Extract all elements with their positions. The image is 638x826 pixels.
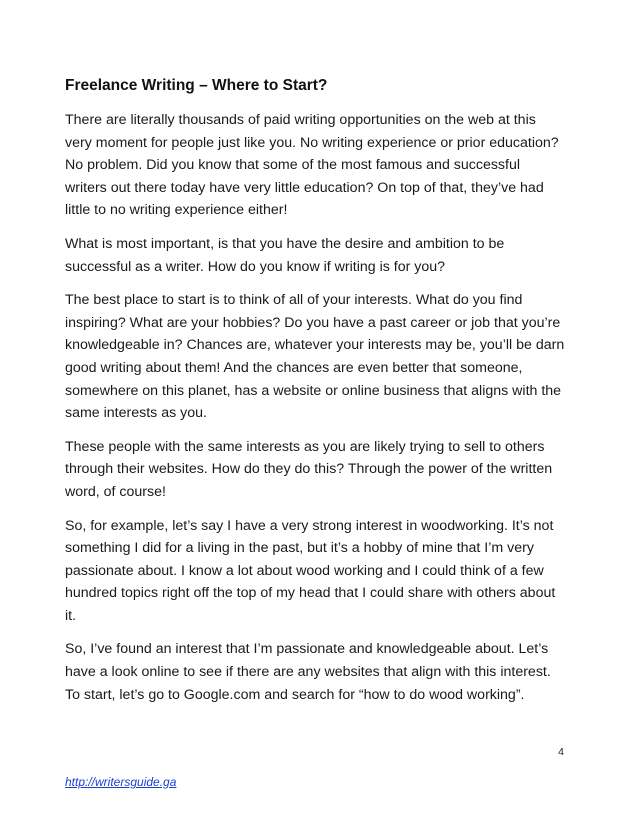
paragraph-5: So, for example, let’s say I have a very strong interest in woodworking. It’s not something I did for a living in the past, but it’s a hobby of mine that I’m very passionate about. I know a lot about wood working and I could think of a few hundred topics right off the top of my head that I could share with others about it. (65, 517, 556, 624)
footer-website-link[interactable]: http://writersguide.ga (65, 775, 177, 789)
paragraph-4: These people with the same interests as you are likely trying to sell to others through their websites. How do they do this? Through the power of the written word, of course! (65, 438, 553, 500)
page-number: 4 (558, 746, 564, 758)
section-heading: Freelance Writing – Where to Start? (65, 77, 328, 94)
paragraph-2: What is most important, is that you have the desire and ambition to be successful as a writer. How do you know if writing is for you? (65, 235, 505, 275)
paragraph-6: So, I’ve found an interest that I’m passionate and knowledgeable about. Let’s have a look online to see if there are any websites that align with this interest. To start, let’s go to Google.com and search for “how to do wood working”. (65, 641, 551, 703)
paragraph-1: There are literally thousands of paid writing opportunities on the web at this very moment for people just like you. No writing experience or prior education? No problem. Did you know that some of the most famous and successful writers out there today have very little education? On top of that, they’ve had little to no writing experience either! (65, 112, 559, 219)
paragraph-3: The best place to start is to think of all of your interests. What do you find inspiring? What are your hobbies? Do you have a past career or job that you’re knowledgeable in? Chances are, whatever your interests may be, you’ll be darn good writing about them! And the chances are even better that someone, somewhere on this planet, has a website or online business that aligns with the same interests as you. (65, 292, 565, 422)
body-text (65, 109, 565, 717)
